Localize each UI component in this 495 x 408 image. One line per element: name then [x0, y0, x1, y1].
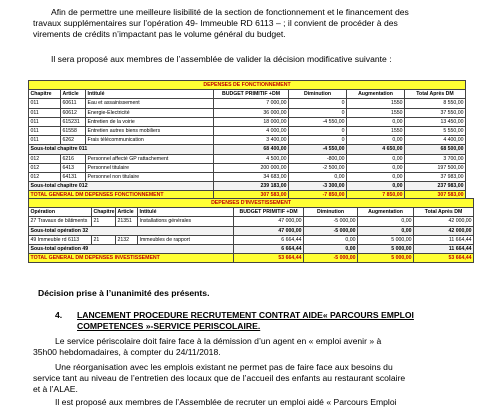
fonctionnement-subtotal-row-cell: 68 500,00 [405, 145, 466, 154]
paragraph-4-line-1: Il est proposé aux membres de l’Assemblée de recruter un emploi aidé « Parcours Emploi [55, 397, 397, 407]
fonctionnement-row-cell: Entretien autres biens mobiliers [86, 126, 214, 135]
fonctionnement-total-row-cell: 7 850,00 [347, 191, 405, 200]
investissement-total-row-cell: 53 664,44 [234, 254, 304, 263]
fonctionnement-row-cell: 0,00 [347, 136, 405, 145]
proposal-line: Il sera proposé aux membres de l’assemblée de valider la décision modificative suivante : [51, 54, 392, 64]
paragraph-3-line-3: et à l’ALAE. [33, 384, 78, 394]
fonctionnement-header-row-cell: Article [61, 90, 86, 99]
investissement-subtotal-row-cell: Sous-total opération 32 [29, 226, 234, 235]
fonctionnement-row-cell: 7 000,00 [214, 99, 289, 108]
fonctionnement-total-row-cell: 307 583,00 [214, 191, 289, 200]
investissement-total-row-cell: -5 000,00 [304, 254, 358, 263]
investissement-header-row-cell: Diminution [304, 208, 358, 217]
investissement-row-cell: 42 000,00 [414, 217, 474, 226]
fonctionnement-row-cell: Personnel titulaire [86, 163, 214, 172]
section-4-title-line-1: LANCEMENT PROCEDURE RECRUTEMENT CONTRAT AIDE« PARCOURS EMPLOI [77, 310, 414, 320]
fonctionnement-subtotal-row-cell: Sous-total chapitre 011 [29, 145, 214, 154]
fonctionnement-title: DEPENSES DE FONCTIONNEMENT [29, 81, 466, 90]
paragraph-3-line-2: service tant au niveau de l’entretien des locaux que de l’accueil des enfants au restaurant scolaire [33, 373, 406, 383]
investissement-total-row-cell: 53 664,44 [414, 254, 474, 263]
fonctionnement-header-row-cell: Chapitre [29, 90, 61, 99]
fonctionnement-subtotal-row-cell: 237 983,00 [405, 182, 466, 191]
fonctionnement-row-cell: 64131 [61, 172, 86, 181]
fonctionnement-subtotal-row-cell: 4 650,00 [347, 145, 405, 154]
fonctionnement-row [29, 172, 466, 181]
fonctionnement-row-cell: 3 700,00 [405, 154, 466, 163]
investissement-subtotal-row [29, 244, 474, 253]
investissement-subtotal-row-cell: 5 000,00 [358, 244, 414, 253]
fonctionnement-row-cell: 0 [289, 126, 347, 135]
fonctionnement-row-cell: 011 [29, 136, 61, 145]
investissement-header-row-cell: Article [116, 208, 138, 217]
fonctionnement-row-cell: 011 [29, 117, 61, 126]
fonctionnement-subtotal-row-cell: -3 300,00 [289, 182, 347, 191]
investissement-header-row-cell: BUDGET PRIMITIF +DM [234, 208, 304, 217]
fonctionnement-row-cell: 1550 [347, 108, 405, 117]
investissement-row-cell: Installations générales [138, 217, 234, 226]
investissement-subtotal-row-cell: 0,00 [358, 226, 414, 235]
investissement-row-cell: 2132 [116, 235, 138, 244]
fonctionnement-row-cell: 0 [289, 108, 347, 117]
fonctionnement-header-row-cell: Diminution [289, 90, 347, 99]
fonctionnement-total-row-cell: TOTAL GENERAL DM DEPENSES FONCTIONNEMENT [29, 191, 214, 200]
fonctionnement-subtotal-row-cell: 239 183,00 [214, 182, 289, 191]
fonctionnement-row-cell: 0,00 [347, 163, 405, 172]
fonctionnement-row-cell: 13 450,00 [405, 117, 466, 126]
fonctionnement-row-cell: 200 000,00 [214, 163, 289, 172]
investissement-row-cell: 5 000,00 [358, 235, 414, 244]
fonctionnement-row-cell: Eau et assainissement [86, 99, 214, 108]
investissement-title: DEPENSES D'INVESTISSEMENT [29, 199, 474, 208]
fonctionnement-row-cell: -4 550,00 [289, 117, 347, 126]
fonctionnement-row-cell: 6262 [61, 136, 86, 145]
fonctionnement-row-cell: 34 683,00 [214, 172, 289, 181]
investissement-row-cell: 0,00 [304, 235, 358, 244]
paragraph-3-line-1: Une réorganisation avec les emplois existant ne permet pas de faire face aux besoins du [55, 362, 393, 372]
fonctionnement-total-row-cell: 307 583,00 [405, 191, 466, 200]
fonctionnement-row-cell: 0 [289, 99, 347, 108]
fonctionnement-row-cell: 012 [29, 154, 61, 163]
fonctionnement-row-cell: 60611 [61, 99, 86, 108]
investissement-row-cell: 11 664,44 [414, 235, 474, 244]
investissement-total-row [29, 254, 474, 263]
fonctionnement-table [28, 80, 466, 200]
fonctionnement-subtotal-row-cell: 0,00 [347, 182, 405, 191]
intro-line-3: virements de crédits n’impactant pas le volume général du budget. [33, 29, 286, 39]
investissement-header-row-cell: Opération [29, 208, 92, 217]
intro-paragraph [33, 7, 473, 40]
fonctionnement-row [29, 108, 466, 117]
fonctionnement-row-cell: 1550 [347, 99, 405, 108]
investissement-row-cell: 0,00 [358, 217, 414, 226]
fonctionnement-header-row-cell: Total Après DM [405, 90, 466, 99]
section-4-title-line-2: COMPETENCES »-SERVICE PERISCOLAIRE. [77, 321, 261, 331]
fonctionnement-row [29, 163, 466, 172]
investissement-row-cell: Immeubles de rapport [138, 235, 234, 244]
fonctionnement-total-row-cell: -7 850,00 [289, 191, 347, 200]
fonctionnement-row-cell: 36 000,00 [214, 108, 289, 117]
fonctionnement-header-row-cell: Augmentation [347, 90, 405, 99]
fonctionnement-row [29, 154, 466, 163]
fonctionnement-row-cell: 0,00 [347, 117, 405, 126]
proposal-text [33, 54, 473, 65]
investissement-table [28, 198, 474, 263]
investissement-table-block [28, 198, 474, 263]
investissement-row [29, 235, 474, 244]
fonctionnement-row-cell: 6216 [61, 154, 86, 163]
fonctionnement-header-row [29, 90, 466, 99]
fonctionnement-row-cell: 4 000,00 [214, 126, 289, 135]
investissement-subtotal-row [29, 226, 474, 235]
investissement-total-row-cell: 5 000,00 [358, 254, 414, 263]
fonctionnement-row-cell: 61558 [61, 126, 86, 135]
paragraph-3 [33, 362, 473, 395]
fonctionnement-row-cell: 1550 [347, 126, 405, 135]
intro-line-1: Afin de permettre une meilleure lisibilité de la section de fonctionnement et le financement des [51, 7, 409, 17]
fonctionnement-row-cell: Personnel affecté GP rattachement [86, 154, 214, 163]
fonctionnement-row-cell: 4 400,00 [405, 136, 466, 145]
fonctionnement-subtotal-row [29, 145, 466, 154]
intro-line-2: travaux supplémentaires sur l’opération 49- Immeuble RD 6113 – ; il convient de procéder à des [33, 18, 398, 28]
fonctionnement-row-cell: 8 550,00 [405, 99, 466, 108]
paragraph-2-line-1: Le service périscolaire doit faire face à la démission d’un agent en « emploi avenir » à [55, 336, 382, 346]
investissement-subtotal-row-cell: 42 000,00 [414, 226, 474, 235]
investissement-header-row-cell: Augmentation [358, 208, 414, 217]
fonctionnement-row-cell: 5 550,00 [405, 126, 466, 135]
fonctionnement-row-cell: 0,00 [289, 172, 347, 181]
investissement-row-cell: 21 [92, 235, 116, 244]
investissement-row-cell: -5 000,00 [304, 217, 358, 226]
fonctionnement-row-cell: 011 [29, 126, 61, 135]
fonctionnement-subtotal-row-cell: 68 400,00 [214, 145, 289, 154]
fonctionnement-subtotal-row [29, 182, 466, 191]
fonctionnement-row-cell: 011 [29, 108, 61, 117]
fonctionnement-row-cell: Energie-Electricité [86, 108, 214, 117]
fonctionnement-row-cell: Frais télécommunication [86, 136, 214, 145]
investissement-subtotal-row-cell: 0,00 [304, 244, 358, 253]
investissement-total-row-cell: TOTAL GENERAL DM DEPENSES INVESTISSEMENT [29, 254, 234, 263]
fonctionnement-row-cell: 4 500,00 [214, 154, 289, 163]
investissement-subtotal-row-cell: Sous-total opération 49 [29, 244, 234, 253]
fonctionnement-row-cell: 012 [29, 172, 61, 181]
section-4-title [77, 310, 457, 332]
fonctionnement-row-cell: -2 500,00 [289, 163, 347, 172]
fonctionnement-row-cell: Personnel non titulaire [86, 172, 214, 181]
fonctionnement-row-cell: 60612 [61, 108, 86, 117]
investissement-subtotal-row-cell: 6 664,44 [234, 244, 304, 253]
fonctionnement-row [29, 126, 466, 135]
decision-line: Décision prise à l’unanimité des présents. [38, 288, 210, 298]
fonctionnement-header-row-cell: BUDGET PRIMITIF +DM [214, 90, 289, 99]
investissement-row-cell: 47 000,00 [234, 217, 304, 226]
fonctionnement-row [29, 136, 466, 145]
fonctionnement-row-cell: 0,00 [347, 154, 405, 163]
investissement-row-cell: 21351 [116, 217, 138, 226]
fonctionnement-row-cell: 37 550,00 [405, 108, 466, 117]
fonctionnement-row-cell: 011 [29, 99, 61, 108]
fonctionnement-row-cell: 0,00 [347, 172, 405, 181]
fonctionnement-row-cell: 0 [289, 136, 347, 145]
investissement-header-row [29, 208, 474, 217]
paragraph-2 [33, 336, 473, 358]
investissement-header-row-cell: Chapitre [93, 209, 115, 216]
investissement-row-cell: 21 [92, 217, 116, 226]
paragraph-4-partial [33, 397, 473, 408]
investissement-subtotal-row-cell: 11 664,44 [414, 244, 474, 253]
fonctionnement-row-cell: 197 500,00 [405, 163, 466, 172]
investissement-row-cell: 27 Travaux de bâtiments [29, 217, 92, 226]
fonctionnement-row-cell: Entretien de la voirie [86, 117, 214, 126]
fonctionnement-row-cell: 37 983,00 [405, 172, 466, 181]
fonctionnement-row-cell: -800,00 [289, 154, 347, 163]
section-4-number: 4. [55, 310, 63, 320]
investissement-subtotal-row-cell: 47 000,00 [234, 226, 304, 235]
fonctionnement-row [29, 99, 466, 108]
investissement-subtotal-row-cell: -5 000,00 [304, 226, 358, 235]
investissement-row-cell: 49 Immeuble rd 6113 [29, 235, 92, 244]
fonctionnement-subtotal-row-cell: Sous-total chapitre 012 [29, 182, 214, 191]
fonctionnement-row-cell: 18 000,00 [214, 117, 289, 126]
investissement-header-row-cell: Total Après DM [414, 208, 474, 217]
fonctionnement-row [29, 117, 466, 126]
fonctionnement-table-block [28, 80, 466, 200]
investissement-row-cell: 6 664,44 [234, 235, 304, 244]
fonctionnement-header-row-cell: Intitulé [86, 90, 214, 99]
fonctionnement-row-cell: 012 [29, 163, 61, 172]
paragraph-2-line-2: 35h00 hebdomadaires, à compter du 24/11/2018. [33, 347, 221, 357]
fonctionnement-row-cell: 3 400,00 [214, 136, 289, 145]
fonctionnement-row-cell: 615231 [61, 117, 86, 126]
fonctionnement-subtotal-row-cell: -4 550,00 [289, 145, 347, 154]
investissement-row [29, 217, 474, 226]
fonctionnement-row-cell: 6413 [61, 163, 86, 172]
investissement-header-row-cell: Intitulé [138, 208, 234, 217]
decision-text [38, 288, 478, 299]
